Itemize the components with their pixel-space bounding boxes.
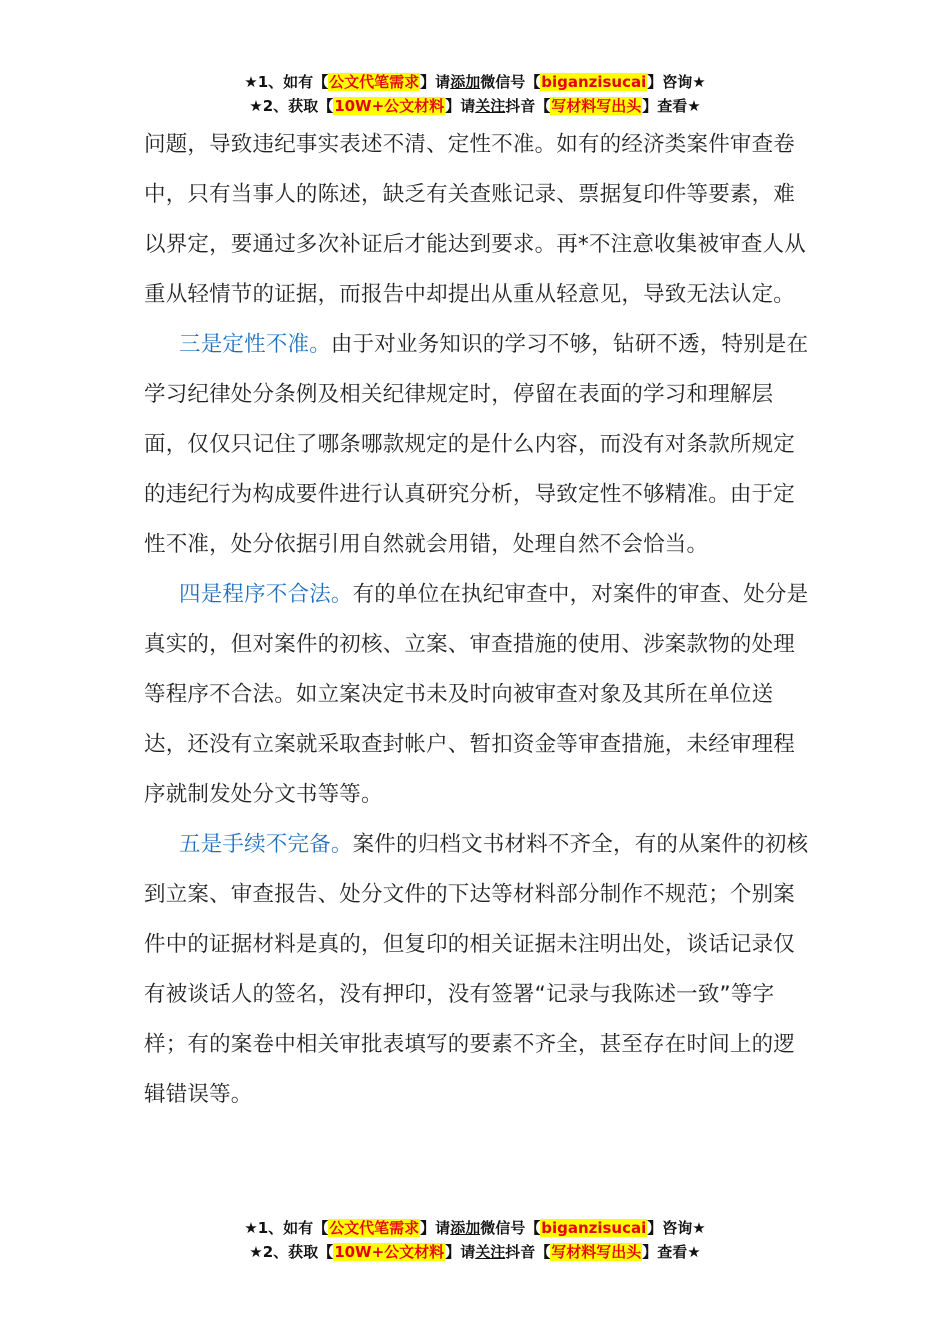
highlight-wechat-id: biganzisucai — [541, 73, 647, 91]
paragraph-heading: 五是手续不完备。 — [179, 832, 353, 857]
paragraph-text: 问题，导致违纪事实表述不清、定性不准。如有的经济类案件审查卷中，只有当事人的陈述，缺乏有关查账记录、票据复印件等要素，难以界定，要通过多次补证后才能达到要求。再*不注意收集被审查人从重从轻情节的证据，而报告中却提出从重从轻意见，导致无法认定。 — [144, 132, 806, 307]
banner-text: 】查看★ — [642, 1243, 701, 1261]
banner-text: 】请 — [445, 1243, 476, 1261]
banner-text: 】查看★ — [642, 97, 701, 115]
paragraph-point-4 — [144, 570, 814, 820]
banner-text: 抖音【 — [505, 97, 551, 115]
footer-banner — [0, 1216, 950, 1264]
banner-text: ★2、获取【 — [249, 1243, 334, 1261]
paragraph-text: 有的单位在执纪审查中，对案件的审查、处分是真实的，但对案件的初核、立案、审查措施的使用、涉案款物的处理等程序不合法。如立案决定书未及时向被审查对象及其所在单位送达，还没有立案就采取查封帐户、暂扣资金等审查措施，未经审理程序就制发处分文书等等。 — [144, 582, 809, 807]
highlight-service: 公文代笔需求 — [329, 1219, 420, 1237]
paragraph-text: 由于对业务知识的学习不够，钻研不透，特别是在学习纪律处分条例及相关纪律规定时，停留在表面的学习和理解层面，仅仅只记住了哪条哪款规定的是什么内容，而没有对条款所规定的违纪行为构成要件进行认真研究分析，导致定性不够精准。由于定性不准，处分依据引用自然就会用错，处理自然不会恰当。 — [144, 332, 809, 557]
highlight-douyin-id: 写材料写出头 — [551, 1243, 642, 1261]
paragraph-point-5 — [144, 820, 814, 1120]
banner-text: 微信号【 — [480, 1219, 541, 1237]
document-body — [144, 120, 814, 1120]
highlight-service: 公文代笔需求 — [329, 73, 420, 91]
banner-text: 抖音【 — [505, 1243, 551, 1261]
highlight-douyin-id: 写材料写出头 — [551, 97, 642, 115]
banner-text: 微信号【 — [480, 73, 541, 91]
banner-line-1 — [0, 1216, 950, 1240]
banner-text: 】咨询★ — [647, 1219, 706, 1237]
banner-text: 】咨询★ — [647, 73, 706, 91]
underlined-add: 添加 — [450, 73, 481, 91]
underlined-add: 添加 — [450, 1219, 481, 1237]
banner-text: ★2、获取【 — [249, 97, 334, 115]
banner-text: 】请 — [420, 73, 451, 91]
header-banner — [0, 70, 950, 118]
banner-text: 】请 — [445, 97, 476, 115]
underlined-follow: 关注 — [475, 97, 506, 115]
highlight-materials: 10W+公文材料 — [334, 1243, 445, 1261]
banner-text: ★1、如有【 — [244, 1219, 329, 1237]
paragraph-point-3 — [144, 320, 814, 570]
underlined-follow: 关注 — [475, 1243, 506, 1261]
highlight-materials: 10W+公文材料 — [334, 97, 445, 115]
highlight-wechat-id: biganzisucai — [541, 1219, 647, 1237]
banner-text: ★1、如有【 — [244, 73, 329, 91]
paragraph-continuation — [144, 120, 814, 320]
banner-line-1 — [0, 70, 950, 94]
paragraph-text: 案件的归档文书材料不齐全，有的从案件的初核到立案、审查报告、处分文件的下达等材料部分制作不规范；个别案件中的证据材料是真的，但复印的相关证据未注明出处，谈话记录仅有被谈话人的签名，没有押印，没有签署“记录与我陈述一致”等字样；有的案卷中相关审批表填写的要素不齐全，甚至存在时间上的逻辑错误等。 — [144, 832, 809, 1107]
banner-line-2 — [0, 94, 950, 118]
banner-line-2 — [0, 1240, 950, 1264]
paragraph-heading: 四是程序不合法。 — [179, 582, 353, 607]
paragraph-heading: 三是定性不准。 — [179, 332, 331, 357]
banner-text: 】请 — [420, 1219, 451, 1237]
